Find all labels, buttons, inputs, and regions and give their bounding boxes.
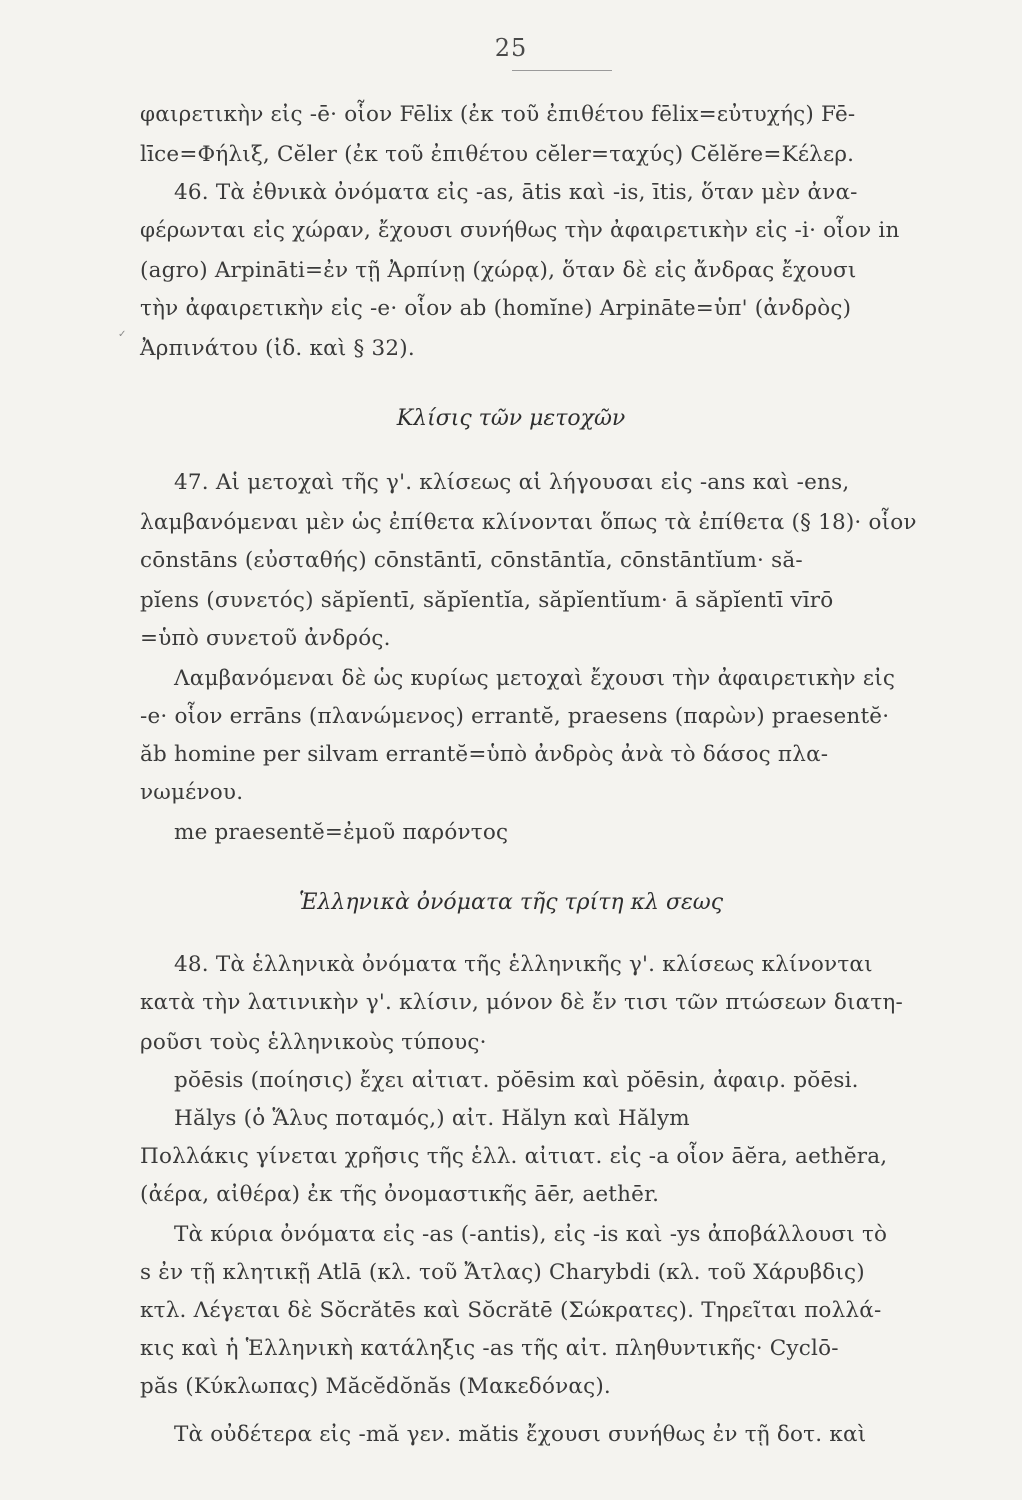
text-line: κτλ. Λέγεται δὲ Sŏcrătēs καὶ Sŏcrătē (Σώκρατες). Τηρεῖται πολλά- [140, 1298, 882, 1323]
text-line: -e· οἷον errāns (πλανώμενος) errantĕ, praesens (παρὼν) praesentĕ· [140, 704, 890, 729]
text-line: τὴν ἀφαιρετικὴν εἰς -e· οἷον ab (homĭne) Arpināte=ὑπ' (ἀνδρὸς) [140, 296, 852, 321]
text-line: Λαμβανόμεναι δὲ ὡς κυρίως μετοχαὶ ἔχουσι τὴν ἀφαιρετικὴν εἰς [174, 666, 896, 691]
text-line: me praesentĕ=ἐμοῦ παρόντος [174, 820, 509, 845]
text-line: φέρωνται εἰς χώραν, ἔχουσι συνήθως τὴν ἀφαιρετικὴν εἰς -i· οἷον in [140, 218, 900, 243]
text-line: κις καὶ ἡ Ἑλληνικὴ κατάληξις -as τῆς αἰτ. πληθυντικῆς· Cyclō- [140, 1336, 839, 1361]
text-line: (agro) Arpināti=ἐν τῇ Ἀρπίνῃ (χώρᾳ), ὅταν δὲ εἰς ἄνδρας ἔχουσι [140, 258, 857, 283]
text-line: pĭens (συνετός) săpĭentī, săpĭentĭa, săpĭentĭum· ā săpĭentī vīrō [140, 588, 834, 613]
text-line: =ὑπὸ συνετοῦ ἀνδρός. [140, 626, 391, 651]
text-line: līce=Φήλιξ, Cĕler (ἐκ τοῦ ἐπιθέτου cĕler=ταχύς) Cĕlĕre=Κέλερ. [140, 142, 855, 167]
text-line: λαμβανόμεναι μὲν ὡς ἐπίθετα κλίνονται ὅπως τὰ ἐπίθετα (§ 18)· οἷον [140, 510, 917, 535]
text-line: păs (Κύκλωπας) Măcĕdŏnăs (Μακεδόνας). [140, 1374, 611, 1399]
text-line: Τὰ οὐδέτερα εἰς -mă γεν. mătis ἔχουσι συνήθως ἐν τῇ δοτ. καὶ [174, 1422, 867, 1447]
text-line: 47. Αἱ μετοχαὶ τῆς γ'. κλίσεως αἱ λήγουσαι εἰς -ans καὶ -ens, [174, 470, 850, 495]
text-line: (ἀέρα, αἰθέρα) ἐκ τῆς ὀνομαστικῆς āēr, aethēr. [140, 1182, 660, 1207]
section-heading-participles: Κλίσις τῶν μετοχῶν [396, 406, 626, 431]
section-heading-greek-nouns: Ἑλληνικὰ ὀνόματα τῆς τρίτη κλ σεως [298, 890, 724, 915]
text-line: s ἐν τῇ κλητικῇ Atlā (κλ. τοῦ Ἄτλας) Charybdi (κλ. τοῦ Χάρυβδις) [140, 1260, 865, 1285]
text-line: Hălys (ὁ Ἅλυς ποταμός,) αἰτ. Hălyn καὶ Hălym [174, 1106, 690, 1131]
text-line: cōnstāns (εὐσταθής) cōnstāntī, cōnstāntĭa, cōnstāntĭum· să- [140, 548, 803, 573]
text-line: Ἀρπινάτου (ἰδ. καὶ § 32). [140, 336, 415, 361]
page-number-rule [512, 70, 612, 71]
text-line: 48. Τὰ ἑλληνικὰ ὀνόματα τῆς ἑλληνικῆς γ'. κλίσεως κλίνονται [174, 952, 873, 977]
text-line: Τὰ κύρια ὀνόματα εἰς -as (-antis), εἰς -is καὶ -ys ἀποβάλλουσι τὸ [174, 1222, 888, 1247]
stray-ink-mark: ✓ [118, 329, 127, 340]
text-line: φαιρετικὴν εἰς -ē· οἷον Fēlix (ἐκ τοῦ ἐπιθέτου fēlix=εὐτυχής) Fē- [140, 102, 856, 127]
text-line: ροῦσι τοὺς ἑλληνικοὺς τύπους· [140, 1030, 487, 1055]
text-line: ăb homine per silvam errantĕ=ὑπὸ ἀνδρὸς ἀνὰ τὸ δάσος πλα- [140, 742, 829, 767]
text-line: 46. Τὰ ἐθνικὰ ὀνόματα εἰς -as, ātis καὶ -is, ītis, ὅταν μὲν ἀνα- [174, 180, 858, 205]
text-line: pŏēsis (ποίησις) ἔχει αἰτιατ. pŏēsim καὶ pŏēsin, ἀφαιρ. pŏēsi. [174, 1068, 859, 1093]
text-line: νωμένου. [140, 780, 244, 805]
text-line: Πολλάκις γίνεται χρῆσις τῆς ἑλλ. αἰτιατ. εἰς -a οἷον āĕra, aethĕra, [140, 1144, 888, 1169]
page-number: 25 [494, 34, 528, 62]
text-line: κατὰ τὴν λατινικὴν γ'. κλίσιν, μόνον δὲ ἔν τισι τῶν πτώσεων διατη- [140, 990, 903, 1015]
